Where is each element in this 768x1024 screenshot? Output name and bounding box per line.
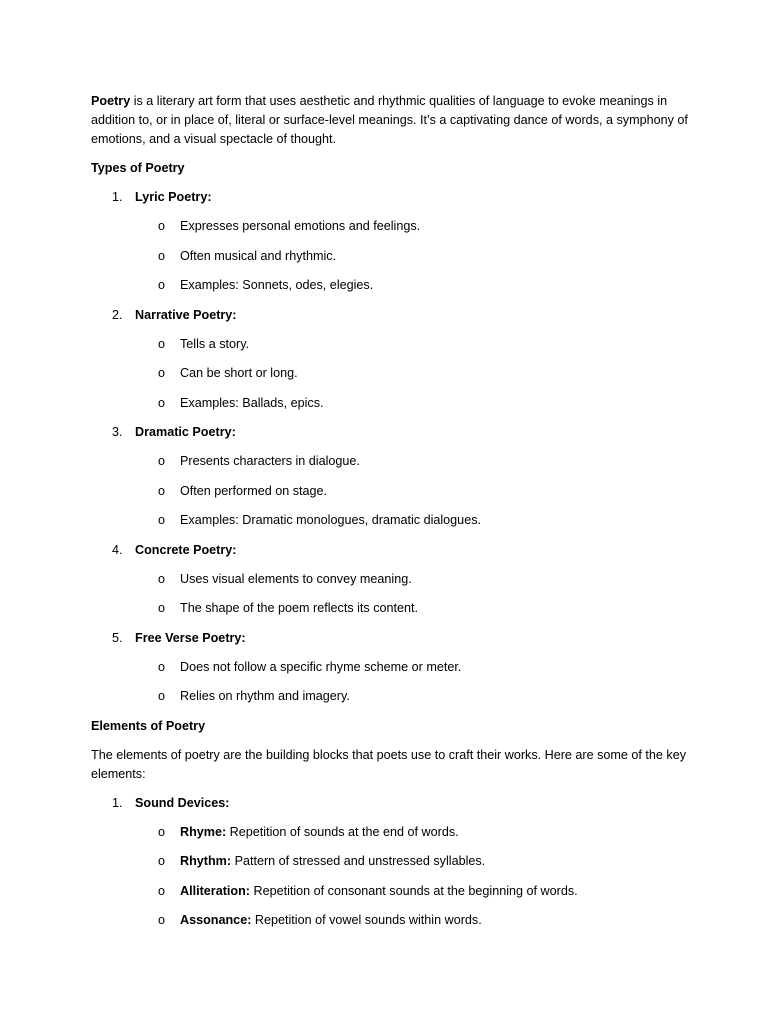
bullet-marker: o	[158, 248, 166, 263]
list-item-title	[91, 794, 691, 813]
sub-bullet	[91, 687, 691, 706]
bullet-text: Presents characters in dialogue.	[180, 454, 360, 468]
intro-text: is a literary art form that uses aesthetic and rhythmic qualities of language to evoke meanings in addition to, or in place of, literal or surface-level meanings. It’s a captivating dance of words, a symphony of emotions, and a visual spectacle of thought.	[91, 94, 688, 146]
sub-bullet	[91, 882, 691, 901]
bullet-text: Repetition of vowel sounds within words.	[251, 913, 482, 927]
bullet-marker: o	[158, 659, 166, 674]
bullet-text: Often musical and rhythmic.	[180, 248, 337, 263]
sub-bullet	[91, 570, 691, 589]
list-title-text: Free Verse Poetry:	[135, 630, 246, 645]
list-item-title	[91, 423, 691, 442]
bullet-text: The shape of the poem reflects its content.	[180, 601, 419, 615]
bullet-marker: o	[158, 483, 166, 498]
sub-bullet	[91, 335, 691, 354]
list-number: 5.	[112, 630, 123, 645]
list-item-title	[91, 306, 691, 325]
bullet-text: Examples: Ballads, epics.	[180, 395, 324, 410]
elements-paragraph: The elements of poetry are the building blocks that poets use to craft their works. Here are some of the key elements:	[91, 747, 687, 781]
bullet-text: Does not follow a specific rhyme scheme or meter.	[180, 659, 462, 674]
bullet-text: Pattern of stressed and unstressed syllables.	[231, 854, 486, 868]
bullet-marker: o	[158, 395, 166, 410]
intro-paragraph	[91, 92, 691, 149]
bullet-text: Relies on rhythm and imagery.	[180, 689, 350, 703]
list-number: 2.	[112, 307, 123, 322]
sub-bullet	[91, 511, 691, 530]
sub-bullet	[91, 658, 691, 677]
list-title-text: Narrative Poetry:	[135, 307, 237, 322]
bullet-text: Tells a story.	[180, 336, 250, 351]
list-number: 4.	[112, 542, 123, 557]
elements-heading: Elements of Poetry	[91, 718, 206, 733]
bullet-marker: o	[158, 913, 166, 927]
sub-bullet	[91, 276, 691, 295]
list-item	[91, 306, 691, 413]
list-number: 3.	[112, 425, 123, 439]
intro-term: Poetry	[91, 94, 131, 108]
bullet-marker: o	[158, 689, 166, 703]
sub-bullet	[91, 394, 691, 413]
bullet-term: Rhythm:	[180, 854, 232, 868]
bullet-marker: o	[158, 513, 166, 527]
sub-bullet	[91, 599, 691, 618]
bullet-text: Uses visual elements to convey meaning.	[180, 571, 412, 586]
list-title-text: Lyric Poetry:	[135, 190, 212, 204]
list-item-title	[91, 541, 691, 560]
list-number: 1.	[112, 795, 123, 810]
elements-list	[91, 794, 691, 931]
bullet-marker: o	[158, 278, 166, 292]
list-item-title	[91, 188, 691, 207]
types-heading: Types of Poetry	[91, 161, 185, 175]
list-title-text: Concrete Poetry:	[135, 542, 237, 557]
list-number: 1.	[112, 190, 123, 204]
bullet-marker: o	[158, 883, 166, 898]
list-item	[91, 629, 691, 707]
types-list	[91, 188, 691, 706]
bullet-text: Examples: Dramatic monologues, dramatic dialogues.	[180, 513, 481, 527]
list-item	[91, 423, 691, 530]
bullet-term: Assonance:	[180, 913, 252, 927]
bullet-text: Repetition of consonant sounds at the beginning of words.	[249, 883, 578, 898]
bullet-term: Rhyme:	[180, 824, 227, 839]
sub-bullet	[91, 364, 691, 383]
sub-bullet	[91, 823, 691, 842]
list-title-text: Sound Devices:	[135, 795, 230, 810]
sub-bullet	[91, 452, 691, 471]
list-title-text: Dramatic Poetry:	[135, 425, 236, 439]
list-item	[91, 794, 691, 931]
bullet-marker: o	[158, 366, 166, 380]
list-item	[91, 188, 691, 295]
document-page	[91, 92, 691, 941]
bullet-marker: o	[158, 601, 166, 615]
sub-bullet	[91, 217, 691, 236]
sub-bullet	[91, 852, 691, 871]
bullet-marker: o	[158, 824, 166, 839]
bullet-text: Examples: Sonnets, odes, elegies.	[180, 278, 374, 292]
bullet-text: Repetition of sounds at the end of words.	[226, 824, 459, 839]
list-item	[91, 541, 691, 619]
sub-bullet	[91, 911, 691, 930]
list-item-title	[91, 629, 691, 648]
bullet-text: Expresses personal emotions and feelings.	[180, 219, 421, 233]
bullet-marker: o	[158, 336, 166, 351]
bullet-term: Alliteration:	[180, 883, 250, 898]
bullet-marker: o	[158, 219, 166, 233]
bullet-marker: o	[158, 454, 166, 468]
bullet-marker: o	[158, 854, 166, 868]
bullet-marker: o	[158, 571, 166, 586]
bullet-text: Can be short or long.	[180, 366, 298, 380]
bullet-text: Often performed on stage.	[180, 483, 328, 498]
sub-bullet	[91, 482, 691, 501]
sub-bullet	[91, 247, 691, 266]
